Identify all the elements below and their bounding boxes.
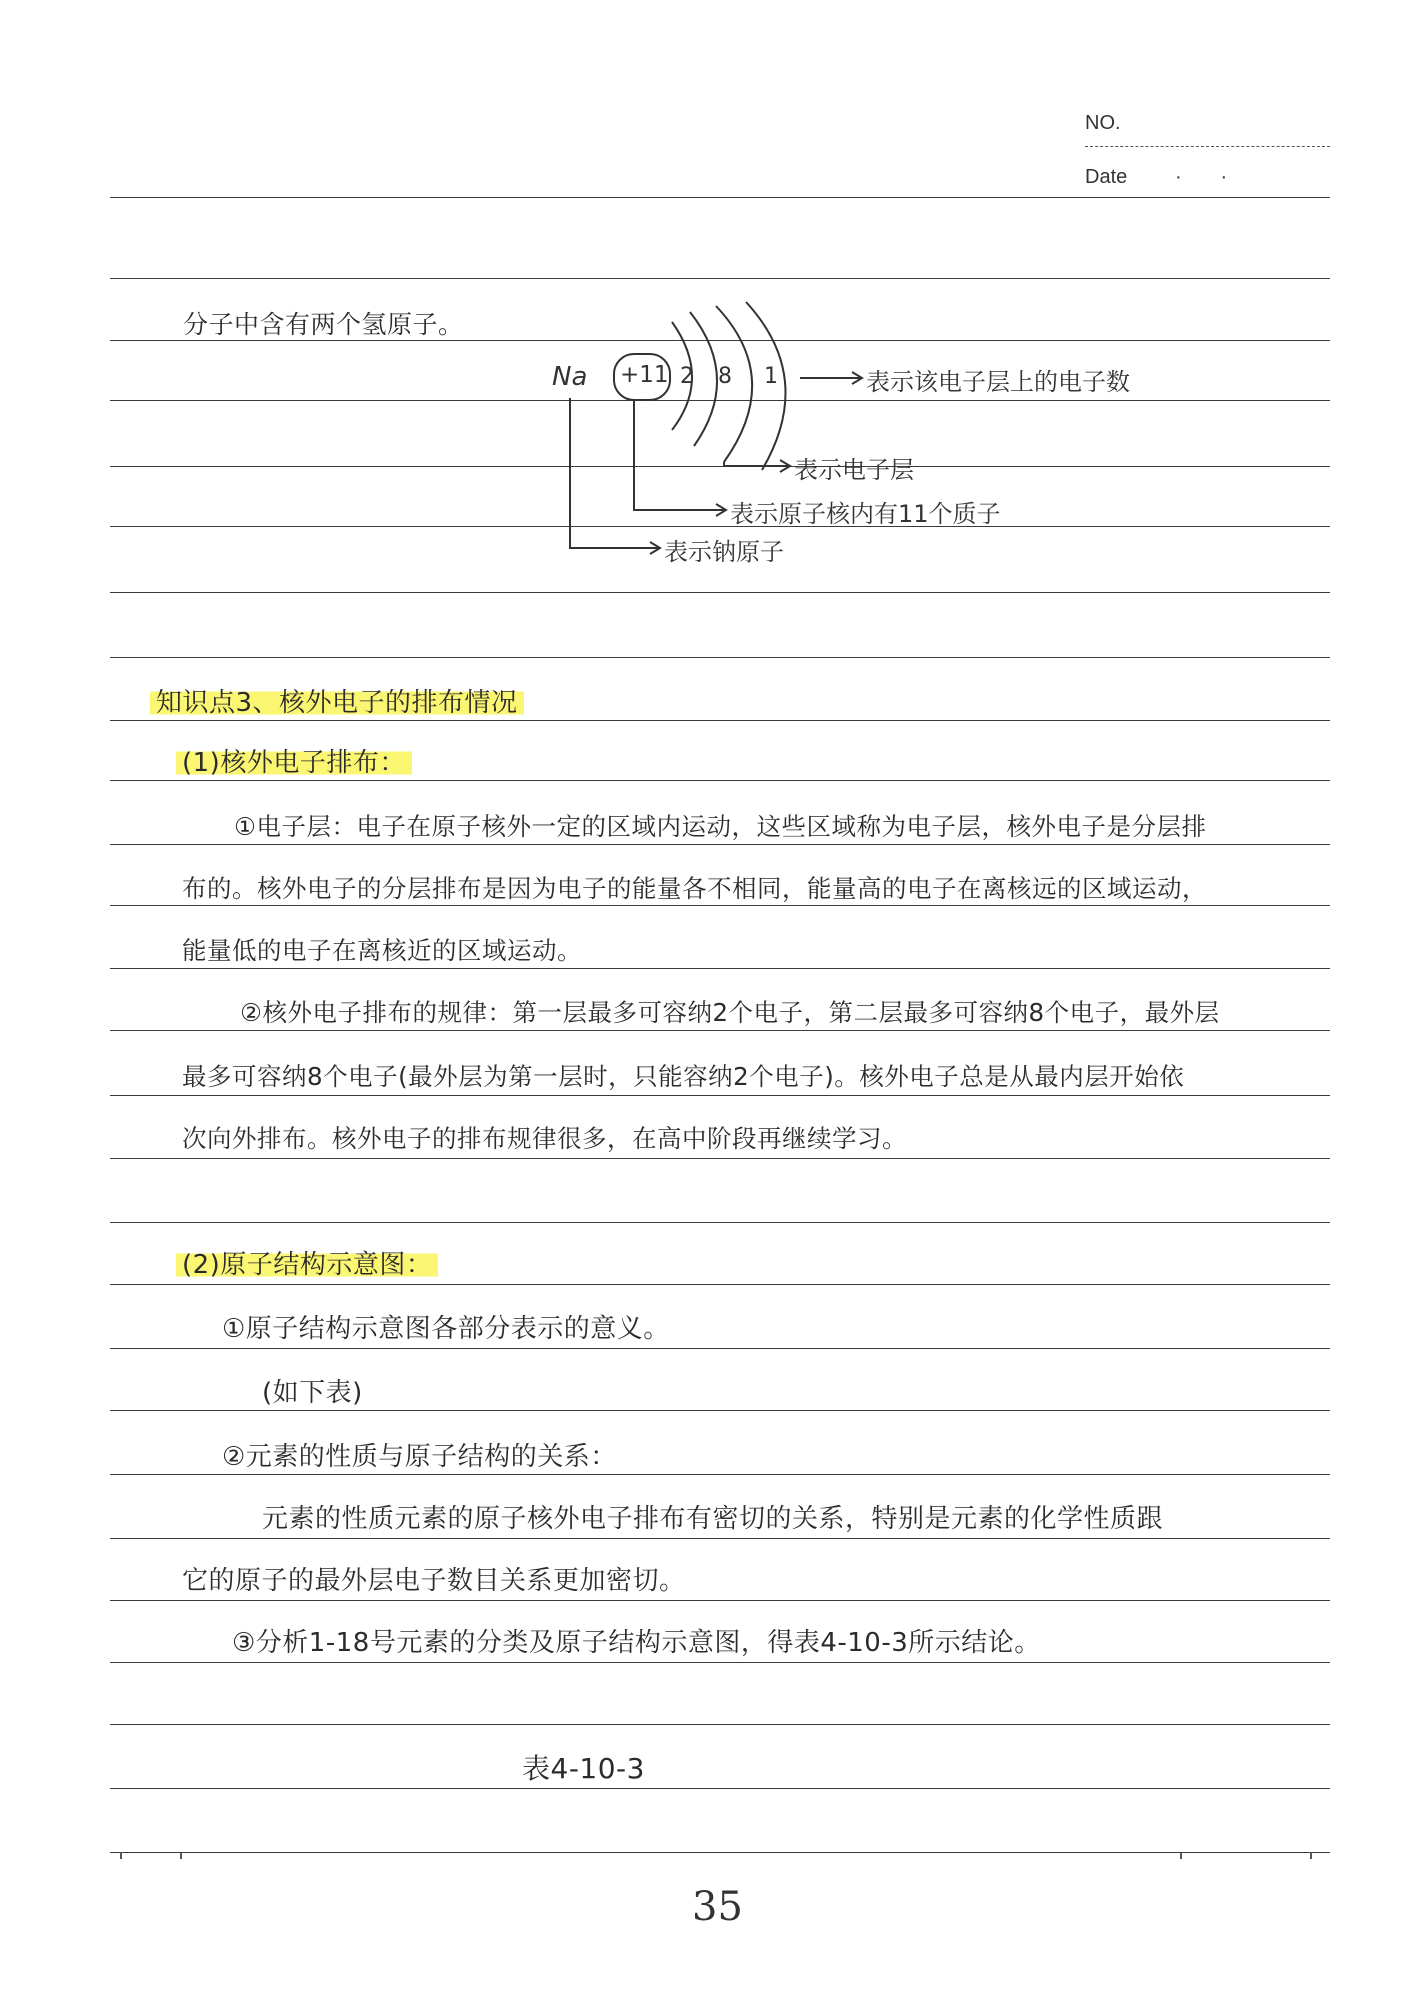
element-symbol: Na — [552, 362, 588, 392]
electrons-shell-1: 2 — [680, 364, 694, 389]
para1-line3: 能量低的电子在离核近的区域运动。 — [182, 936, 582, 965]
label-shell-electrons: 表示该电子层上的电子数 — [866, 368, 1130, 396]
tick-mark — [1310, 1852, 1312, 1859]
subsection-1-text: (1)核外电子排布： — [176, 748, 412, 778]
q2-line: ②元素的性质与原子结构的关系： — [222, 1442, 617, 1472]
ruled-line — [110, 1538, 1330, 1539]
subsection-2-title — [176, 1248, 438, 1282]
tick-mark — [120, 1852, 122, 1859]
intro-line: 分子中含有两个氢原子。 — [183, 310, 464, 339]
ruled-line — [110, 1348, 1330, 1349]
ruled-line — [110, 1030, 1330, 1031]
q2-text-line2: 它的原子的最外层电子数目关系更加密切。 — [182, 1566, 686, 1596]
label-shell: 表示电子层 — [794, 456, 914, 484]
atom-structure-diagram — [0, 0, 1427, 600]
page-number: 35 — [692, 1884, 743, 1930]
nucleus-charge: +11 — [620, 362, 669, 388]
ruled-line — [110, 720, 1330, 721]
section-title-text: 知识点3、核外电子的排布情况 — [150, 688, 524, 718]
electrons-shell-3: 1 — [764, 364, 778, 389]
q1-note: (如下表) — [262, 1378, 363, 1408]
date-separators: · · — [1175, 166, 1228, 188]
ruled-line — [110, 1852, 1330, 1853]
ruled-line — [110, 1410, 1330, 1411]
para2-line2: 最多可容纳8个电子(最外层为第一层时，只能容纳2个电子)。核外电子总是从最内层开始依 — [182, 1062, 1185, 1091]
electrons-shell-2: 8 — [718, 364, 732, 389]
tick-mark — [1180, 1852, 1182, 1859]
ruled-line — [110, 657, 1330, 658]
q2-text-line1: 元素的性质元素的原子核外电子排布有密切的关系，特别是元素的化学性质跟 — [262, 1504, 1164, 1534]
ruled-line — [110, 780, 1330, 781]
section-title — [150, 686, 524, 720]
para2-line3: 次向外排布。核外电子的排布规律很多，在高中阶段再继续学习。 — [182, 1124, 907, 1153]
para1-line2: 布的。核外电子的分层排布是因为电子的能量各不相同，能量高的电子在离核远的区域运动， — [182, 874, 1207, 903]
ruled-line — [110, 1158, 1330, 1159]
label-protons: 表示原子核内有11个质子 — [730, 500, 1001, 528]
ruled-line — [110, 1474, 1330, 1475]
ruled-line — [110, 1284, 1330, 1285]
para2-line1: ②核外电子排布的规律：第一层最多可容纳2个电子，第二层最多可容纳8个电子，最外层 — [240, 998, 1220, 1027]
q1-line: ①原子结构示意图各部分表示的意义。 — [222, 1314, 670, 1344]
no-label: NO. — [1085, 112, 1121, 134]
subsection-2-text: (2)原子结构示意图： — [176, 1250, 438, 1280]
q3-line: ③分析1-18号元素的分类及原子结构示意图，得表4-10-3所示结论。 — [232, 1628, 1041, 1658]
tick-mark — [180, 1852, 182, 1859]
ruled-line — [110, 1222, 1330, 1223]
label-atom: 表示钠原子 — [664, 538, 784, 566]
subsection-1-title — [176, 746, 412, 780]
ruled-line — [110, 968, 1330, 969]
ruled-line — [110, 1724, 1330, 1725]
ruled-line — [110, 844, 1330, 845]
para1-line1: ①电子层：电子在原子核外一定的区域内运动，这些区域称为电子层，核外电子是分层排 — [234, 812, 1207, 841]
ruled-line — [110, 1095, 1330, 1096]
date-label: Date — [1085, 166, 1128, 188]
ruled-line — [110, 1662, 1330, 1663]
ruled-line — [110, 1788, 1330, 1789]
ruled-line — [110, 1600, 1330, 1601]
table-caption: 表4-10-3 — [522, 1752, 645, 1785]
